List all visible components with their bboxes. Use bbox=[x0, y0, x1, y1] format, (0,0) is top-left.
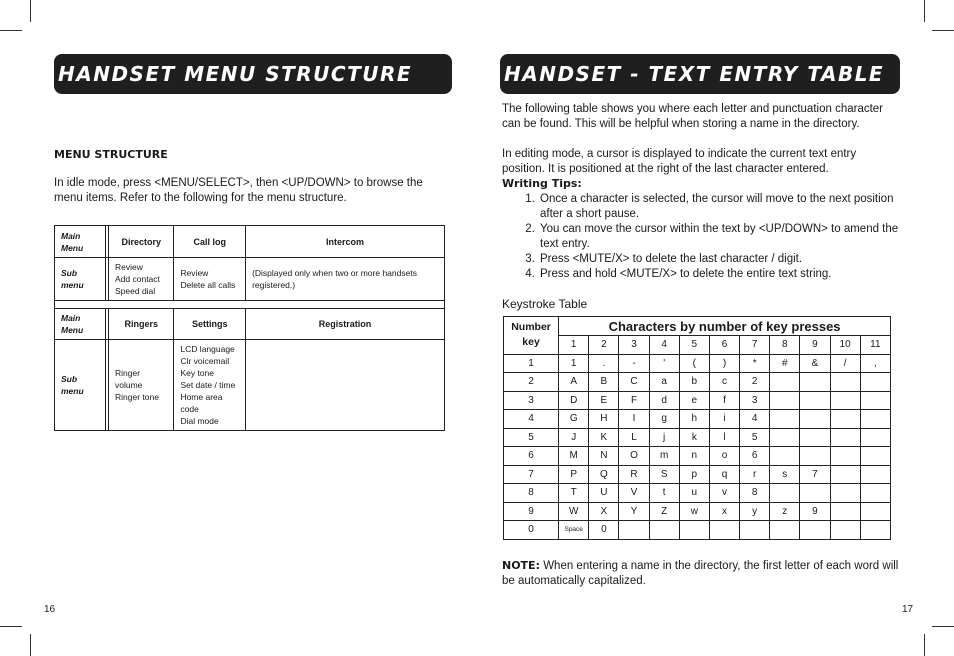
character-cell: o bbox=[709, 447, 739, 466]
menu-structure-table bbox=[54, 225, 445, 431]
table-row bbox=[504, 521, 891, 540]
submenu-cell: Review Delete all calls bbox=[174, 258, 246, 301]
character-cell bbox=[800, 484, 830, 503]
character-cell: 5 bbox=[740, 428, 770, 447]
character-cell: 3 bbox=[740, 391, 770, 410]
character-cell bbox=[800, 373, 830, 392]
press-count-cell: 1 bbox=[559, 336, 589, 355]
character-cell: V bbox=[619, 484, 649, 503]
press-count-cell: 7 bbox=[740, 336, 770, 355]
character-cell bbox=[649, 521, 679, 540]
character-cell: # bbox=[770, 354, 800, 373]
character-cell: A bbox=[559, 373, 589, 392]
tips-heading: Writing Tips: bbox=[502, 177, 582, 190]
character-cell bbox=[740, 521, 770, 540]
character-cell: F bbox=[619, 391, 649, 410]
crop-mark bbox=[932, 30, 954, 31]
character-cell: h bbox=[679, 410, 709, 429]
press-count-cell: 5 bbox=[679, 336, 709, 355]
character-cell: u bbox=[679, 484, 709, 503]
number-key-cell: 7 bbox=[504, 465, 559, 484]
character-cell: v bbox=[709, 484, 739, 503]
character-cell: 1 bbox=[559, 354, 589, 373]
chars-header: Characters by number of key presses bbox=[559, 317, 891, 336]
character-cell bbox=[830, 410, 860, 429]
character-cell bbox=[830, 391, 860, 410]
number-key-header: Number key bbox=[504, 317, 559, 355]
note-label: NOTE: bbox=[502, 559, 540, 572]
page-title: HANDSET - TEXT ENTRY TABLE bbox=[500, 54, 900, 94]
character-cell: T bbox=[559, 484, 589, 503]
crop-mark bbox=[924, 0, 925, 22]
character-cell bbox=[830, 373, 860, 392]
tips-list bbox=[502, 192, 902, 282]
crop-mark bbox=[0, 30, 22, 31]
character-cell: I bbox=[619, 410, 649, 429]
page-title: HANDSET MENU STRUCTURE bbox=[54, 54, 452, 94]
character-cell bbox=[830, 428, 860, 447]
page-number: 17 bbox=[902, 604, 914, 615]
menu-header: Intercom bbox=[246, 226, 445, 258]
character-cell: 9 bbox=[800, 502, 830, 521]
intro-text: In idle mode, press <MENU/SELECT>, then <UP/DOWN> to browse the menu items. Refer to the following for the menu structure. bbox=[54, 177, 423, 204]
character-cell bbox=[860, 428, 890, 447]
menu-header: Registration bbox=[246, 309, 445, 340]
character-cell: f bbox=[709, 391, 739, 410]
character-cell: r bbox=[740, 465, 770, 484]
character-cell bbox=[770, 391, 800, 410]
character-cell: 2 bbox=[740, 373, 770, 392]
table-row bbox=[504, 447, 891, 466]
press-count-cell: 2 bbox=[589, 336, 619, 355]
character-cell: k bbox=[679, 428, 709, 447]
character-cell: & bbox=[800, 354, 830, 373]
character-cell: Q bbox=[589, 465, 619, 484]
row-label: Main Menu bbox=[55, 226, 106, 258]
character-cell: * bbox=[740, 354, 770, 373]
character-cell bbox=[860, 447, 890, 466]
character-cell bbox=[770, 373, 800, 392]
character-cell: ( bbox=[679, 354, 709, 373]
character-cell: E bbox=[589, 391, 619, 410]
character-cell bbox=[860, 465, 890, 484]
character-cell: p bbox=[679, 465, 709, 484]
crop-mark bbox=[924, 634, 925, 656]
intro-paragraph: The following table shows you where each letter and punctuation character can be found. This will be helpful when storing a name in the directory. bbox=[502, 103, 884, 130]
character-cell bbox=[800, 410, 830, 429]
table-row bbox=[504, 373, 891, 392]
table-row bbox=[504, 465, 891, 484]
table-row bbox=[504, 484, 891, 503]
crop-mark bbox=[932, 626, 954, 627]
submenu-cell: (Displayed only when two or more handsets registered.) bbox=[246, 258, 445, 301]
number-key-cell: 2 bbox=[504, 373, 559, 392]
submenu-cell: Ringer volume Ringer tone bbox=[109, 340, 174, 431]
character-cell: H bbox=[589, 410, 619, 429]
character-cell: z bbox=[770, 502, 800, 521]
character-cell bbox=[770, 521, 800, 540]
character-cell: a bbox=[649, 373, 679, 392]
number-key-cell: 3 bbox=[504, 391, 559, 410]
press-count-cell: 9 bbox=[800, 336, 830, 355]
character-cell: 4 bbox=[740, 410, 770, 429]
character-cell: d bbox=[649, 391, 679, 410]
character-cell: J bbox=[559, 428, 589, 447]
crop-mark bbox=[30, 0, 31, 22]
keystroke-table bbox=[503, 316, 891, 540]
character-cell bbox=[679, 521, 709, 540]
character-cell: S bbox=[649, 465, 679, 484]
character-cell: e bbox=[679, 391, 709, 410]
press-count-cell: 6 bbox=[709, 336, 739, 355]
character-cell bbox=[830, 502, 860, 521]
character-cell: 0 bbox=[589, 521, 619, 540]
character-cell: M bbox=[559, 447, 589, 466]
character-cell bbox=[800, 447, 830, 466]
table-row bbox=[504, 428, 891, 447]
character-cell bbox=[800, 391, 830, 410]
character-cell: P bbox=[559, 465, 589, 484]
character-cell: , bbox=[860, 354, 890, 373]
table-row bbox=[504, 502, 891, 521]
character-cell: ' bbox=[649, 354, 679, 373]
character-cell: Y bbox=[619, 502, 649, 521]
character-cell: n bbox=[679, 447, 709, 466]
character-cell: b bbox=[679, 373, 709, 392]
character-cell bbox=[860, 391, 890, 410]
number-key-cell: 0 bbox=[504, 521, 559, 540]
keystroke-table-label: Keystroke Table bbox=[502, 297, 588, 311]
number-key-cell: 5 bbox=[504, 428, 559, 447]
character-cell bbox=[860, 410, 890, 429]
character-cell bbox=[770, 484, 800, 503]
character-cell bbox=[860, 484, 890, 503]
character-cell bbox=[830, 521, 860, 540]
character-cell: x bbox=[709, 502, 739, 521]
character-cell bbox=[619, 521, 649, 540]
character-cell: t bbox=[649, 484, 679, 503]
menu-header: Ringers bbox=[109, 309, 174, 340]
character-cell: L bbox=[619, 428, 649, 447]
character-cell bbox=[770, 410, 800, 429]
menu-header: Settings bbox=[174, 309, 246, 340]
tip-item: 3. Press <MUTE/X> to delete the last character / digit. bbox=[538, 252, 902, 267]
press-count-cell: 8 bbox=[770, 336, 800, 355]
section-heading: MENU STRUCTURE bbox=[54, 148, 168, 161]
page-number: 16 bbox=[44, 604, 56, 615]
submenu-cell bbox=[246, 340, 445, 431]
character-cell: q bbox=[709, 465, 739, 484]
character-cell: Z bbox=[649, 502, 679, 521]
menu-header: Directory bbox=[109, 226, 174, 258]
character-cell: X bbox=[589, 502, 619, 521]
press-count-cell: 11 bbox=[860, 336, 890, 355]
crop-mark bbox=[30, 634, 31, 656]
table-row bbox=[504, 391, 891, 410]
editing-paragraph: In editing mode, a cursor is displayed to indicate the current text entry position. It is positioned at the right of the last character entered. bbox=[502, 148, 857, 175]
character-cell: C bbox=[619, 373, 649, 392]
submenu-cell: Review Add contact Speed dial bbox=[109, 258, 174, 301]
number-key-cell: 9 bbox=[504, 502, 559, 521]
character-cell: Space bbox=[559, 521, 589, 540]
character-cell bbox=[860, 521, 890, 540]
character-cell: ) bbox=[709, 354, 739, 373]
character-cell: w bbox=[679, 502, 709, 521]
character-cell bbox=[830, 447, 860, 466]
character-cell: j bbox=[649, 428, 679, 447]
character-cell: y bbox=[740, 502, 770, 521]
character-cell: . bbox=[589, 354, 619, 373]
character-cell bbox=[830, 484, 860, 503]
character-cell bbox=[709, 521, 739, 540]
table-row bbox=[504, 410, 891, 429]
character-cell: K bbox=[589, 428, 619, 447]
row-label: Sub menu bbox=[55, 340, 106, 431]
row-label: Sub menu bbox=[55, 258, 106, 301]
character-cell: s bbox=[770, 465, 800, 484]
character-cell: U bbox=[589, 484, 619, 503]
press-count-row bbox=[504, 336, 891, 355]
number-key-cell: 6 bbox=[504, 447, 559, 466]
character-cell: - bbox=[619, 354, 649, 373]
note bbox=[502, 558, 900, 589]
character-cell: c bbox=[709, 373, 739, 392]
character-cell bbox=[800, 521, 830, 540]
character-cell: G bbox=[559, 410, 589, 429]
press-count-cell: 4 bbox=[649, 336, 679, 355]
number-key-cell: 1 bbox=[504, 354, 559, 373]
number-key-cell: 8 bbox=[504, 484, 559, 503]
character-cell: 8 bbox=[740, 484, 770, 503]
character-cell: W bbox=[559, 502, 589, 521]
character-cell bbox=[800, 428, 830, 447]
character-cell: g bbox=[649, 410, 679, 429]
character-cell: O bbox=[619, 447, 649, 466]
submenu-cell: LCD language Clr voicemail Key tone Set date / time Home area code Dial mode bbox=[174, 340, 246, 431]
tip-item: 4. Press and hold <MUTE/X> to delete the entire text string. bbox=[538, 267, 902, 282]
crop-mark bbox=[0, 626, 22, 627]
note-text: When entering a name in the directory, the first letter of each word will be automatically capitalized. bbox=[502, 560, 899, 587]
character-cell bbox=[860, 502, 890, 521]
character-cell: 7 bbox=[800, 465, 830, 484]
menu-header: Call log bbox=[174, 226, 246, 258]
row-label: Main Menu bbox=[55, 309, 106, 340]
character-cell bbox=[860, 373, 890, 392]
number-key-cell: 4 bbox=[504, 410, 559, 429]
character-cell: m bbox=[649, 447, 679, 466]
character-cell: 6 bbox=[740, 447, 770, 466]
character-cell: R bbox=[619, 465, 649, 484]
character-cell bbox=[830, 465, 860, 484]
character-cell: / bbox=[830, 354, 860, 373]
character-cell bbox=[770, 447, 800, 466]
tip-item: 1. Once a character is selected, the cursor will move to the next position after a short pause. bbox=[538, 192, 902, 222]
character-cell: N bbox=[589, 447, 619, 466]
character-cell: B bbox=[589, 373, 619, 392]
press-count-cell: 3 bbox=[619, 336, 649, 355]
character-cell: l bbox=[709, 428, 739, 447]
tip-item: 2. You can move the cursor within the text by <UP/DOWN> to amend the text entry. bbox=[538, 222, 902, 252]
character-cell bbox=[770, 428, 800, 447]
character-cell: D bbox=[559, 391, 589, 410]
table-row bbox=[504, 354, 891, 373]
character-cell: i bbox=[709, 410, 739, 429]
press-count-cell: 10 bbox=[830, 336, 860, 355]
